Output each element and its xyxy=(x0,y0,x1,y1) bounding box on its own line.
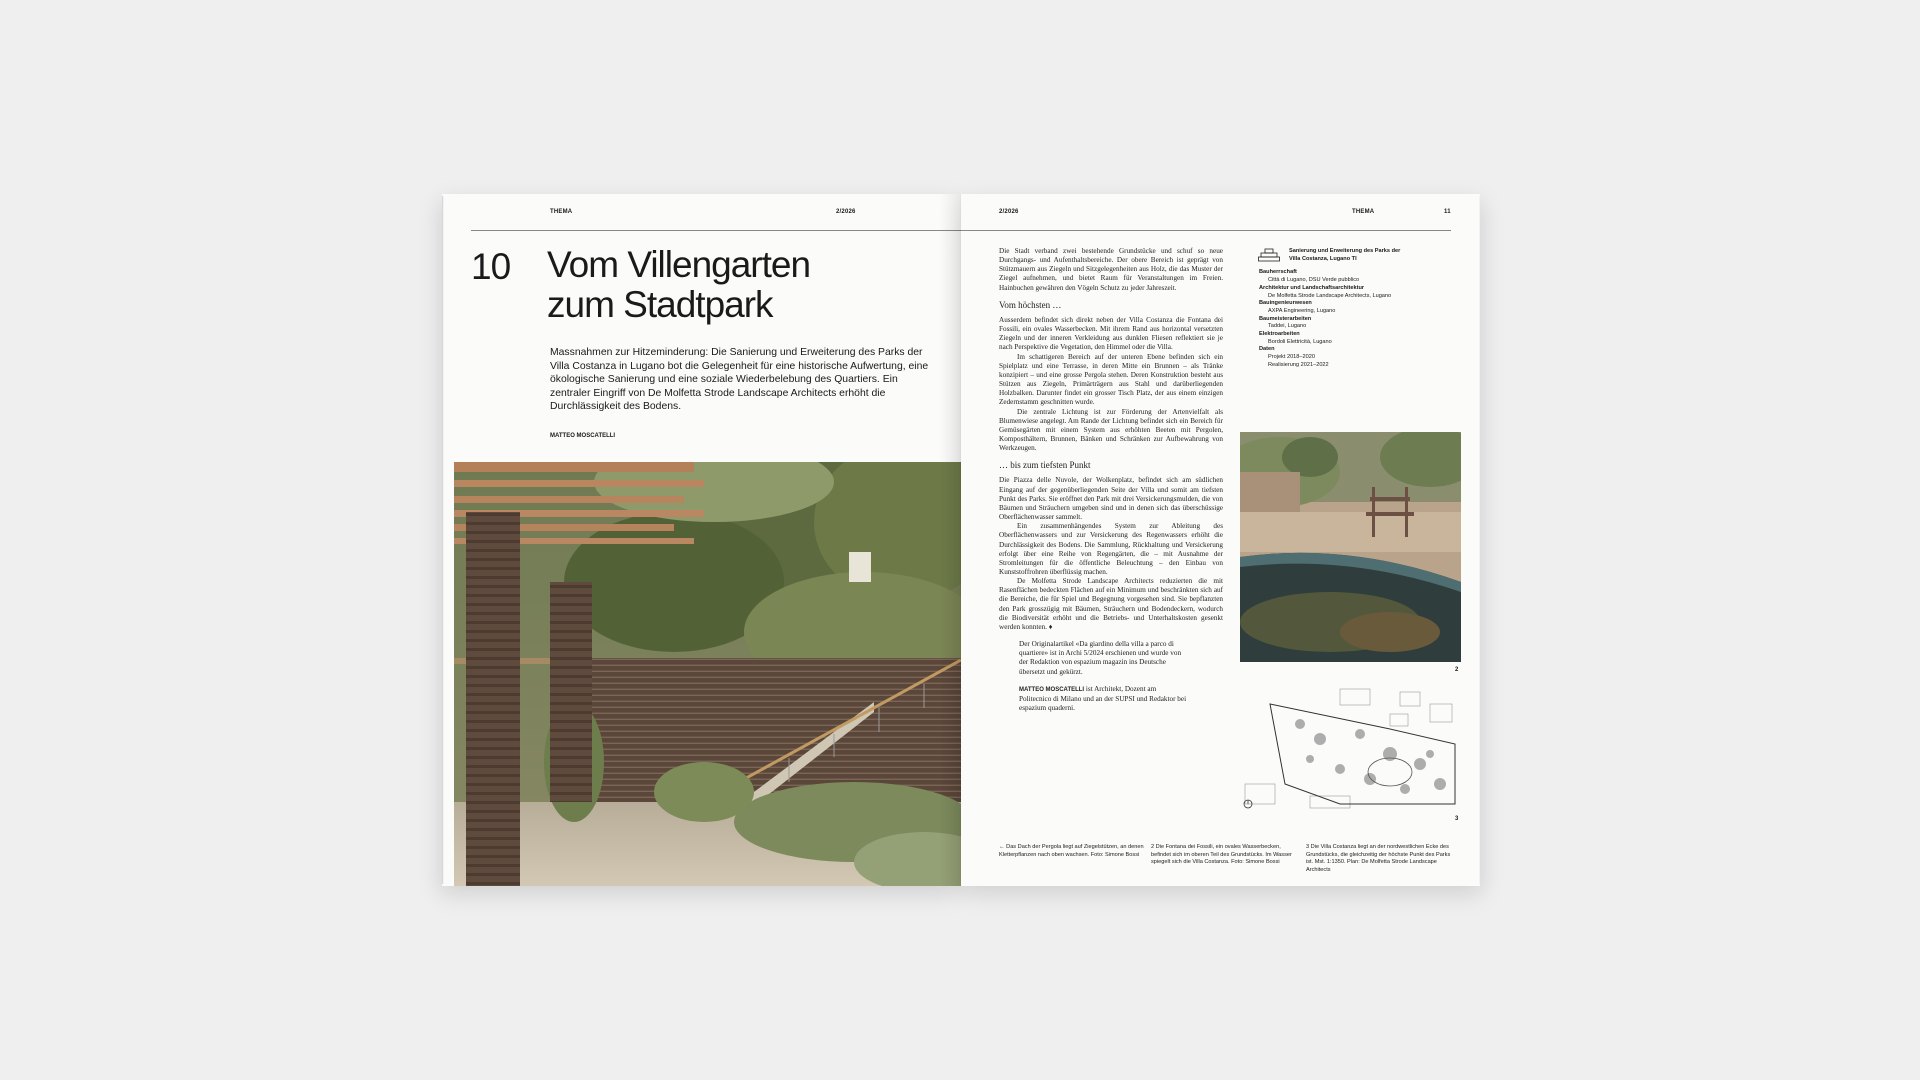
figure-3-number: 3 xyxy=(1455,816,1459,822)
facts-value: Taddei, Lugano xyxy=(1268,323,1307,330)
issue-label-left: 2/2026 xyxy=(836,209,856,215)
body-paragraph: Die Stadt verband zwei bestehende Grundstücke und schuf so neue Durchgangs- und Aufenthaltsbereiche. Der obere Bereich ist geprägt von Stützmauern aus Ziegeln und Sitzgelegenheiten aus Holz, die das Muster der Ziegel aufnehmen, und bietet Raum für Veranstaltungen im Freien. Hainbuchen gewähren den Vögeln Schutz zu jeder Jahreszeit. xyxy=(999,247,1223,292)
caption-2: 2 Die Fontana dei Fossili, ein ovales Wasserbecken, befindet sich im oberen Teil des Grundstücks. Im Wasser spiegelt sich die Villa Costanza. Foto: Simone Bossi xyxy=(1151,844,1292,866)
project-facts xyxy=(1259,248,1409,370)
header-rule-right xyxy=(961,230,1451,231)
site-plan-illustration xyxy=(1240,684,1461,811)
facts-value: Realisierung 2021–2022 xyxy=(1268,361,1329,368)
facts-value: Città di Lugano, DSU Verde pubblico xyxy=(1268,277,1360,284)
facts-title: Sanierung und Erweiterung des Parks der Villa Costanza, Lugano TI xyxy=(1289,248,1401,262)
facts-key: Bauingenieurwesen xyxy=(1259,300,1312,307)
magazine-spread xyxy=(442,194,1480,886)
facts-key: Bauherrschaft xyxy=(1259,269,1297,276)
header-rule-left xyxy=(471,230,961,231)
pergola-photo-illustration xyxy=(454,462,961,886)
right-page xyxy=(961,194,1480,886)
subheading-2: … bis zum tiefsten Punkt xyxy=(999,460,1091,471)
site-plan-drawing xyxy=(1240,684,1461,811)
caption-3: 3 Die Villa Costanza liegt an der nordwestlichen Ecke des Grundstücks, die gleichzeitig der höchste Punkt des Parks ist. Mst. 1:1350. Plan: De Molfetta Strode Landscape Architects xyxy=(1306,844,1451,874)
article-title xyxy=(547,245,927,325)
facts-value: De Molfetta Strode Landscape Architects, Lugano xyxy=(1268,292,1392,299)
article-author: MATTEO MOSCATELLI xyxy=(550,433,616,439)
facts-key: Daten xyxy=(1259,346,1275,353)
facts-key: Elektroarbeiten xyxy=(1259,331,1300,338)
body-paragraph: Ein zusammenhängendes System zur Ableitung des Oberflächenwassers und zur Versickerung des Regenwassers erhöht die Durchlässigkeit des Bodens. Die Sammlung, Rückhaltung und Versickerung erfolgt über eine Reihe von Regengärten, die – mit Ausnahme der Stromleitungen für die öffentliche Beleuchtung – den Einbau von Kunststoffrohren überflüssig machen. xyxy=(999,522,1223,576)
caption-1: ← Das Dach der Pergola liegt auf Ziegelstützen, an denen Kletterpflanzen nach oben wachsen. Foto: Simone Bossi xyxy=(999,844,1144,858)
left-page xyxy=(442,194,961,886)
author-bio-name: MATTEO MOSCATELLI xyxy=(1019,686,1085,693)
body-paragraph: Ausserdem befindet sich direkt neben der Villa Costanza die Fontana dei Fossili, ein ovales Wasserbecken. Mit ihrem Rand aus horizontal versetzten Ziegeln und der inneren Verkleidung aus dunklen Fliesen reflektiert sie je nach Perspektive die Vegetation, den Himmel oder die Villa. xyxy=(999,315,1223,352)
body-paragraph: Die zentrale Lichtung ist zur Förderung der Artenvielfalt als Blumenwiese angelegt. Am Rande der Lichtung befindet sich ein Bereich für Gemüsegärten mit einem System aus erhöhten Beeten mit Pergolen, Komposthältern, Brunnen, Bänken und Schränken zur Aufbewahrung von Werkzeugen. xyxy=(999,407,1223,453)
section-label-right: THEMA xyxy=(1352,209,1375,215)
facts-value: AXPA Engineering, Lugano xyxy=(1268,307,1336,314)
fountain-photo-illustration xyxy=(1240,432,1461,662)
page-edge-left xyxy=(442,196,444,884)
site-plan-icon xyxy=(1258,248,1280,262)
article-lead: Massnahmen zur Hitzeminderung: Die Sanierung und Erweiterung des Parks der Villa Costanza in Lugano bot die Gelegenheit für eine historische Aufwertung, eine ökologische Sanierung und eine soziale Wiederbelebung des Quartiers. Ein zentraler Eingriff von De Molfetta Strode Landscape Architects erhöht die Durchlässigkeit des Bodens. xyxy=(550,347,929,412)
facts-key: Baumeisterarbeiten xyxy=(1259,315,1312,322)
facts-value: Bordoli Elettricità, Lugano xyxy=(1268,338,1332,345)
article-body xyxy=(999,247,1223,713)
figure-2-number: 2 xyxy=(1455,667,1459,673)
body-paragraph: Die Piazza delle Nuvole, der Wolkenplatz, befindet sich am südlichen Eingang auf der gegenüberliegenden Seite der Villa und somit am tiefsten Punkt des Parks. Sie eröffnet den Park mit drei Versickerungsmulden, die von Bäumen und Sträuchern umgeben sind und in denen sich das überschüssige Oberflächenwasser sammelt. xyxy=(999,476,1223,522)
translation-note: Der Originalartikel «Da giardino della villa a parco di quartiere» ist in Archi 5/2024 erschienen und wurde von der Redaktion von espazium magazin ins Deutsche übersetzt und gekürzt. xyxy=(1019,640,1182,676)
facts-key: Architektur und Landschaftsarchitektur xyxy=(1259,284,1365,291)
article-number: 10 xyxy=(471,246,511,287)
author-bio-text: ist Architekt, Dozent am Politecnico di Milano und an der SUPSI und Redaktor bei espazium quaderni. xyxy=(1019,684,1187,713)
section-label-left: THEMA xyxy=(550,209,573,215)
body-paragraph: Im schattigeren Bereich auf der unteren Ebene befinden sich ein Spielplatz und eine Terrasse, in deren Mitte ein Brunnen – als Tränke konzipiert – und eine grosse Pergola stehen. Deren Konstruktion besteht aus Stützen aus Ziegeln, Primärträgern aus Stahl und darüberliegenden Holzbalken. Darunter findet ein grosser Tisch Platz, der aus einem einzigen Zedernstamm geschnitten wurde. xyxy=(999,352,1223,407)
facts-value: Projekt 2018–2020 xyxy=(1268,354,1315,361)
page-edge-right xyxy=(1479,196,1480,884)
page-number: 11 xyxy=(1444,209,1451,215)
title-line-1: Vom Villengarten xyxy=(547,244,811,285)
fountain-photo xyxy=(1240,432,1461,662)
subheading-1: Vom höchsten … xyxy=(999,299,1062,310)
issue-label-right: 2/2026 xyxy=(999,209,1019,215)
body-paragraph: De Molfetta Strode Landscape Architects reduzierten die mit Rasenflächen bedeckten Flächen auf ein Minimum und beschränkten sich auf die Bereiche, die für Spiel und Begegnung vorgesehen sind. Sie bepflanzten den Park grosszügig mit Bäumen, Sträuchern und Bodendeckern, wodurch die Biodiversität erhöht und die Betriebs- und Unterhaltskosten gesenkt werden konnten. ♦ xyxy=(999,577,1223,631)
title-line-2: zum Stadtpark xyxy=(547,284,773,325)
author-bio xyxy=(1019,685,1189,713)
pergola-photo xyxy=(454,462,961,886)
